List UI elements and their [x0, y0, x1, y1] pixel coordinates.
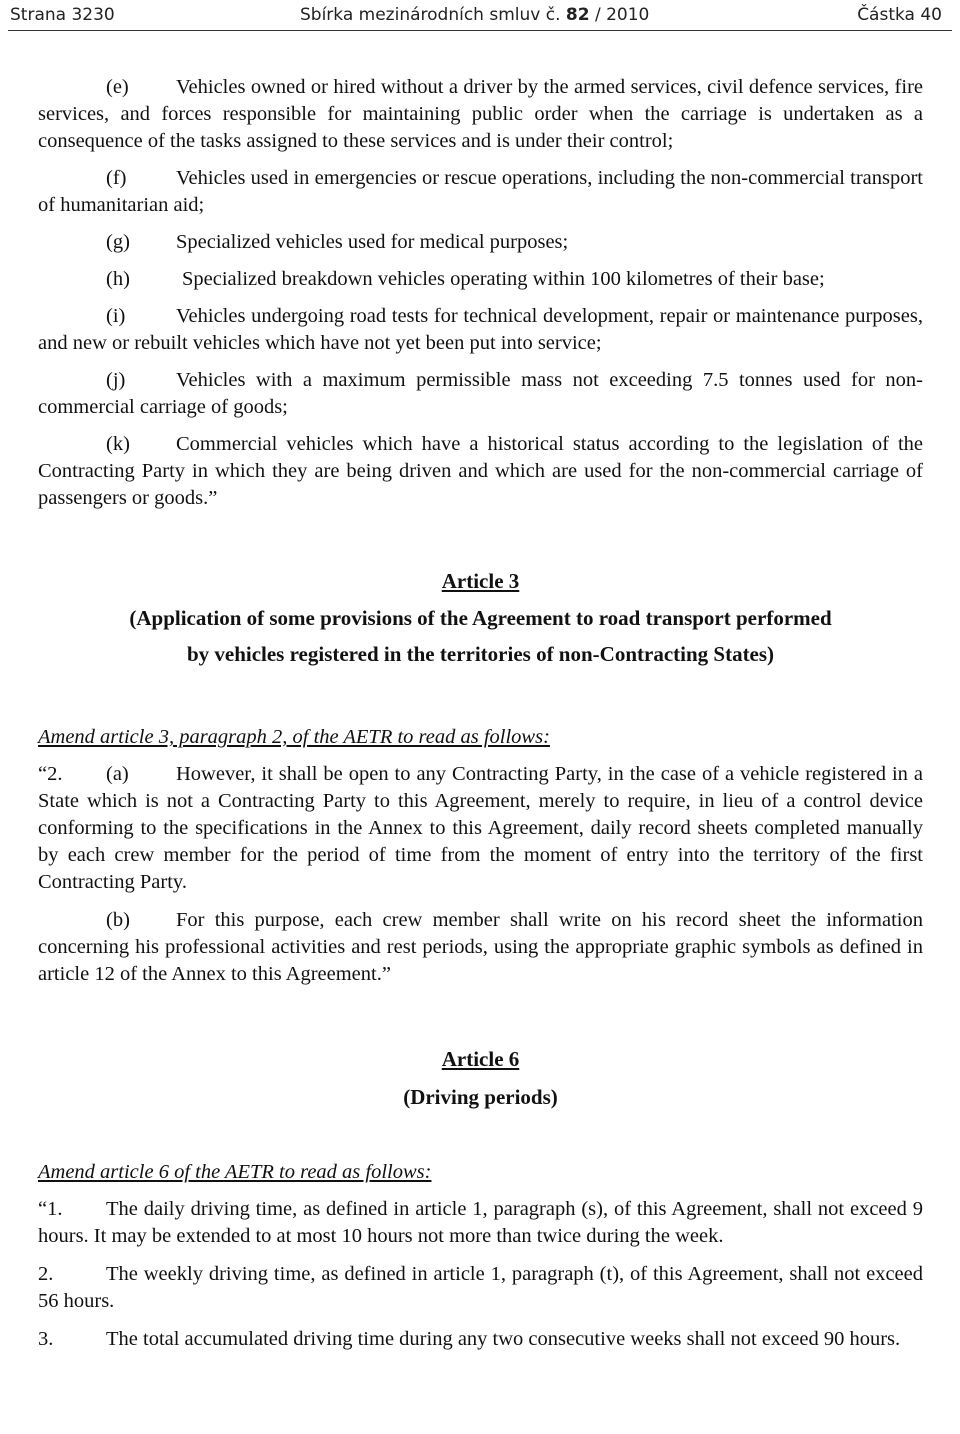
collection-number: 82: [565, 5, 590, 25]
item-f: [38, 165, 923, 219]
item-label: (k): [106, 433, 130, 455]
article-6-paragraph-3: [38, 1326, 923, 1353]
item-text: Specialized breakdown vehicles operating within 100 kilometres of their base;: [182, 268, 825, 290]
item-label: (f): [106, 167, 127, 189]
item-label: (e): [106, 76, 129, 98]
item-j: [38, 367, 923, 421]
item-label: (h): [106, 268, 130, 290]
article-3-paragraph-2b: [38, 907, 923, 988]
article-6-subtitle: (Driving periods): [403, 1085, 558, 1109]
article-6-paragraph-2: [38, 1261, 923, 1315]
paragraph-text: The daily driving time, as defined in article 1, paragraph (s), of this Agreement, shall not exceed 9 hours. It may be extended to at most 10 hours not more than twice during the week.: [38, 1198, 923, 1247]
item-text: Specialized vehicles used for medical purposes;: [176, 231, 569, 253]
item-label: (i): [106, 305, 126, 327]
item-g: [38, 229, 923, 256]
issue-number: Částka 40: [857, 5, 942, 25]
paragraph-text: For this purpose, each crew member shall write on his record sheet the information concerning his professional activities and rest periods, using the appropriate graphic symbols as defined in article 12 of the Annex to this Agreement.”: [38, 909, 923, 985]
page-number: Strana 3230: [10, 5, 115, 25]
item-e: [38, 74, 923, 155]
page-header: [0, 0, 960, 30]
item-k: [38, 431, 923, 512]
paragraph-text: The weekly driving time, as defined in article 1, paragraph (t), of this Agreement, shall not exceed 56 hours.: [38, 1263, 923, 1312]
collection-title: [300, 5, 649, 25]
paragraph-label: (b): [106, 909, 130, 931]
article-3-amend-instruction: Amend article 3, paragraph 2, of the AETR to read as follows:: [38, 726, 550, 748]
paragraph-number: 3.: [38, 1328, 54, 1350]
paragraph-number: “2.: [38, 763, 63, 785]
paragraph-text: However, it shall be open to any Contracting Party, in the case of a vehicle registered in a State which is not a Contracting Party to this Agreement, merely to require, in lieu of a control device conforming to the specifications in the Annex to this Agreement, daily record sheets completed manually by each crew member for the period of time from the moment of entry into the territory of the first Contracting Party.: [38, 763, 923, 893]
header-divider: [8, 30, 952, 31]
item-label: (g): [106, 231, 130, 253]
article-3-subtitle-line-2: by vehicles registered in the territories of non-Contracting States): [186, 642, 775, 666]
article-3-subtitle-line-1: (Application of some provisions of the Agreement to road transport performed: [129, 606, 832, 630]
item-i: [38, 303, 923, 357]
item-text: Vehicles with a maximum permissible mass not exceeding 7.5 tonnes used for non-commercial carriage of goods;: [38, 369, 923, 418]
collection-year: / 2010: [594, 5, 650, 25]
document-body: [38, 74, 923, 1353]
paragraph-label: (a): [106, 763, 129, 785]
item-text: Vehicles owned or hired without a driver by the armed services, civil defence services, fire services, and forces responsible for maintaining public order when the carriage is undertaken as a consequence of the tasks assigned to these services and is under their control;: [38, 76, 923, 152]
article-6-title: [38, 1046, 923, 1073]
article-6-title-text: Article 6: [441, 1047, 520, 1071]
article-6-paragraph-1: [38, 1196, 923, 1250]
item-text: Vehicles undergoing road tests for technical development, repair or maintenance purposes, and new or rebuilt vehicles which have not yet been put into service;: [38, 305, 923, 354]
item-text: Commercial vehicles which have a historical status according to the legislation of the Contracting Party in which they are being driven and which are used for the non-commercial carriage of passengers or goods.”: [38, 433, 923, 509]
article-3-title-text: Article 3: [441, 569, 520, 593]
paragraph-text: The total accumulated driving time during any two consecutive weeks shall not exceed 90 hours.: [106, 1328, 901, 1350]
item-label: (j): [106, 369, 126, 391]
item-h: [38, 266, 923, 293]
paragraph-number: “1.: [38, 1198, 63, 1220]
item-text: Vehicles used in emergencies or rescue operations, including the non-commercial transport of humanitarian aid;: [38, 167, 923, 216]
article-3-title: [38, 568, 923, 595]
paragraph-number: 2.: [38, 1263, 54, 1285]
article-6-amend-instruction: Amend article 6 of the AETR to read as follows:: [38, 1161, 432, 1183]
article-3-paragraph-2a: [38, 761, 923, 896]
collection-name: Sbírka mezinárodních smluv č.: [300, 5, 561, 25]
